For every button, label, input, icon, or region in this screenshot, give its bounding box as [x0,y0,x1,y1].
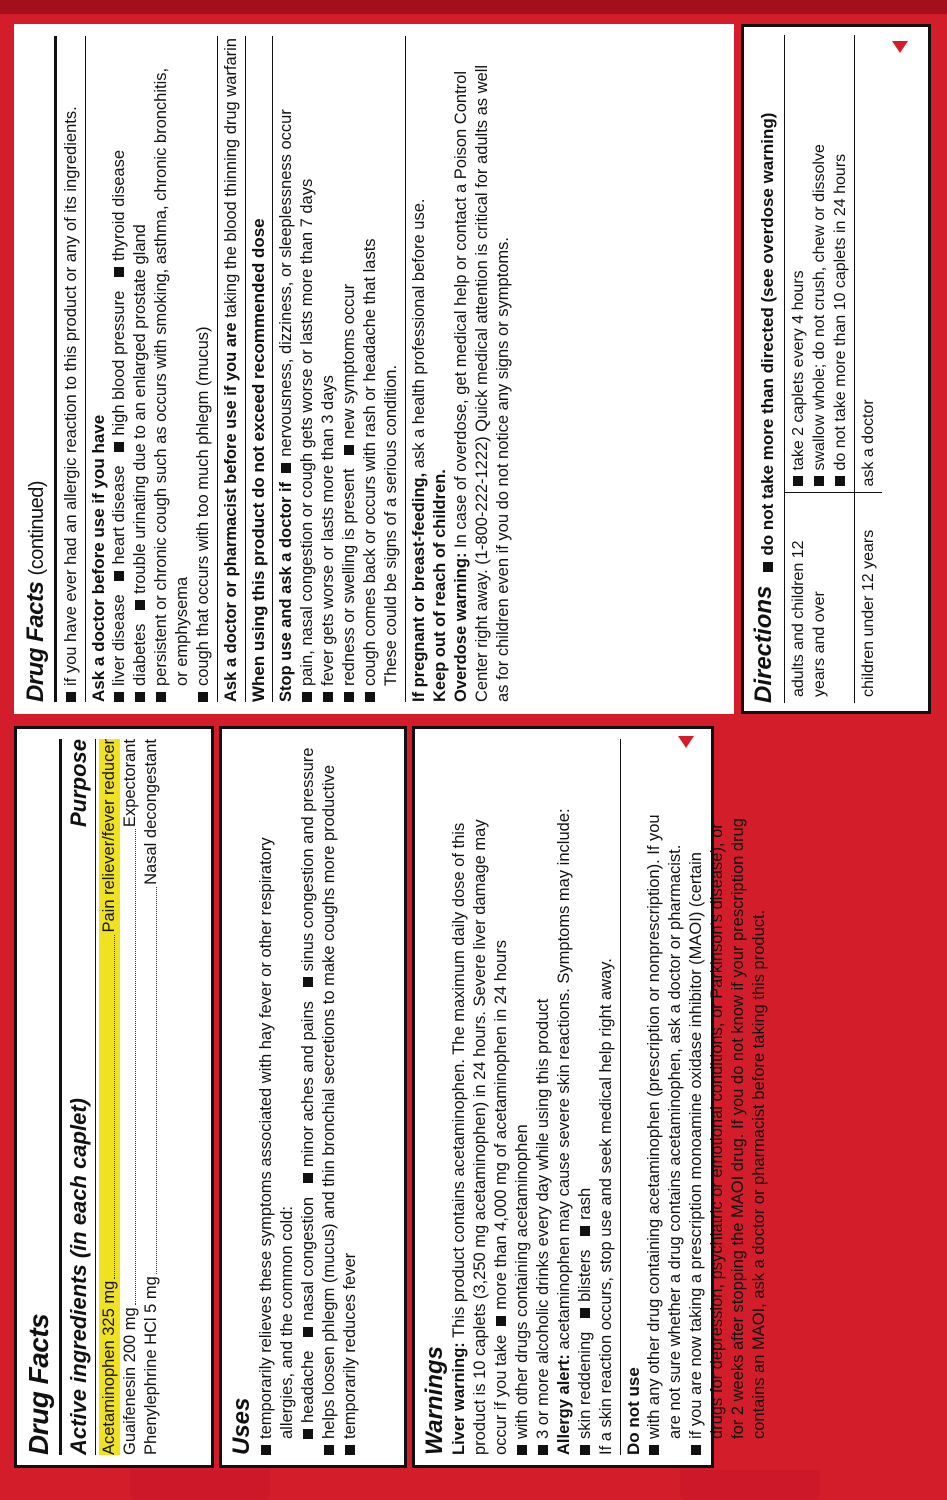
uses-header: Uses [228,1397,255,1455]
uses-box: Uses temporarily relieves these symptoms associated with hay fever or other respiratory allergies, and the common cold: headache nasal congestion minor aches and pains sinus congestion and pressure helps loosen phlegm (mucus) and thin bronchial secretions to make coughs more productive temporarily reduces fever [219,726,407,1468]
drug-facts-title: Drug Facts [23,1313,54,1455]
right-panel: Drug Facts (continued) if you have ever had an allergic reaction to this product or any of its ingredients. Ask a doctor before use if you have liver disease heart disease high blood pressure thyroid disease diabetes trouble urinating due to an enlarged prostate gland persistent or chronic cough such as occurs with smoking, asthma, chronic bronchitis, or emphysema cough that occurs with too much phlegm (mucus) Ask a doctor or pharmacist before use if you are taking the blood thinning drug warfarin When using this product do not exceed recommended dose Stop use and ask a doctor if nervousness, dizziness, or sleeplessness occur pain, nasal congestion or cough gets worse or lasts more than 7 days fever gets worse or lasts more than 3 days redness or swelling is present new symptoms occur cough comes back or occurs with rash or headache that lasts These could be signs of a serious condition. If pregnant or breast-feeding, ask a health professional before use. Keep out of reach of children. Overdose warning: In case of overdose, get medical help or contact a Poison Control Center right away. (1-800-222-1222) Quick medical attention is critical for adults as well as for children even if you do not notice any signs or symptoms. [14,24,734,714]
continue-arrow-icon [678,736,694,748]
table-row: children under 12 years ask a doctor [855,35,883,703]
do-not-use-header: Do not use [624,1367,643,1455]
ingredient-row: Phenylephrine HCl 5 mg Nasal decongestant [142,739,160,1455]
purpose-header: Purpose [66,739,91,828]
left-panel [14,726,768,1468]
package-flap-left [130,1470,270,1500]
warnings-box: Warnings Liver warning: This product contains acetaminophen. The maximum daily dose of this product is 10 caplets (3,250 mg acetaminophen) in 24 hours. Severe liver damage may occur if you take more than 4,000 mg of acetaminophen in 24 hours with other drugs containing acetaminophen 3 or more alcoholic drinks every day while using this product Allergy alert: acetaminophen may cause severe skin reactions. Symptoms may include: skin reddening blisters rash If a skin reaction occurs, stop use and seek medical help right away. Do not use with any other drug containing acetaminophen (prescription or nonprescription). If you are not sure whether a drug contains acetaminophen, ask a doctor or pharmacist. if you are now taking a prescription monoamine oxidase inhibitor (MAOI) (certain drugs for depression, psychiatric or emotional conditions, or Parkinson's disease), or for 2 weeks after stopping the MAOI drug. If you do not know if your prescription drug contains an MAOI, ask a doctor or pharmacist before taking this product. [412,726,714,1468]
active-ingredients-box [14,726,214,1468]
ingredient-row: Guaifenesin 200 mg Expectorant [121,739,139,1455]
active-ingredients-header: Active ingredients (in each caplet) [66,1098,91,1455]
package-flap-right [680,1470,820,1500]
ingredient-row: Acetaminophen 325 mg Pain reliever/fever reducer [100,739,118,1455]
continued-title: Drug Facts (continued) [22,480,49,702]
package-top-edge [0,0,947,14]
warnings-header: Warnings [421,1346,448,1455]
table-row: adults and children 12 years and over take 2 caplets every 4 hours swallow whole; do not crush, chew or dissolve do not take more than 10 caplets in 24 hours [785,35,855,703]
continue-arrow-icon [892,41,908,53]
directions-header: Directions [750,585,777,703]
directions-panel: Directions do not take more than directed (see overdose warning) adults and children 12 years and over take 2 caplets every 4 hours swallow whole; do not crush, chew or dissolve do not take more than 10 caplets in 24 hours children under 12 years ask a doctor [741,24,931,714]
